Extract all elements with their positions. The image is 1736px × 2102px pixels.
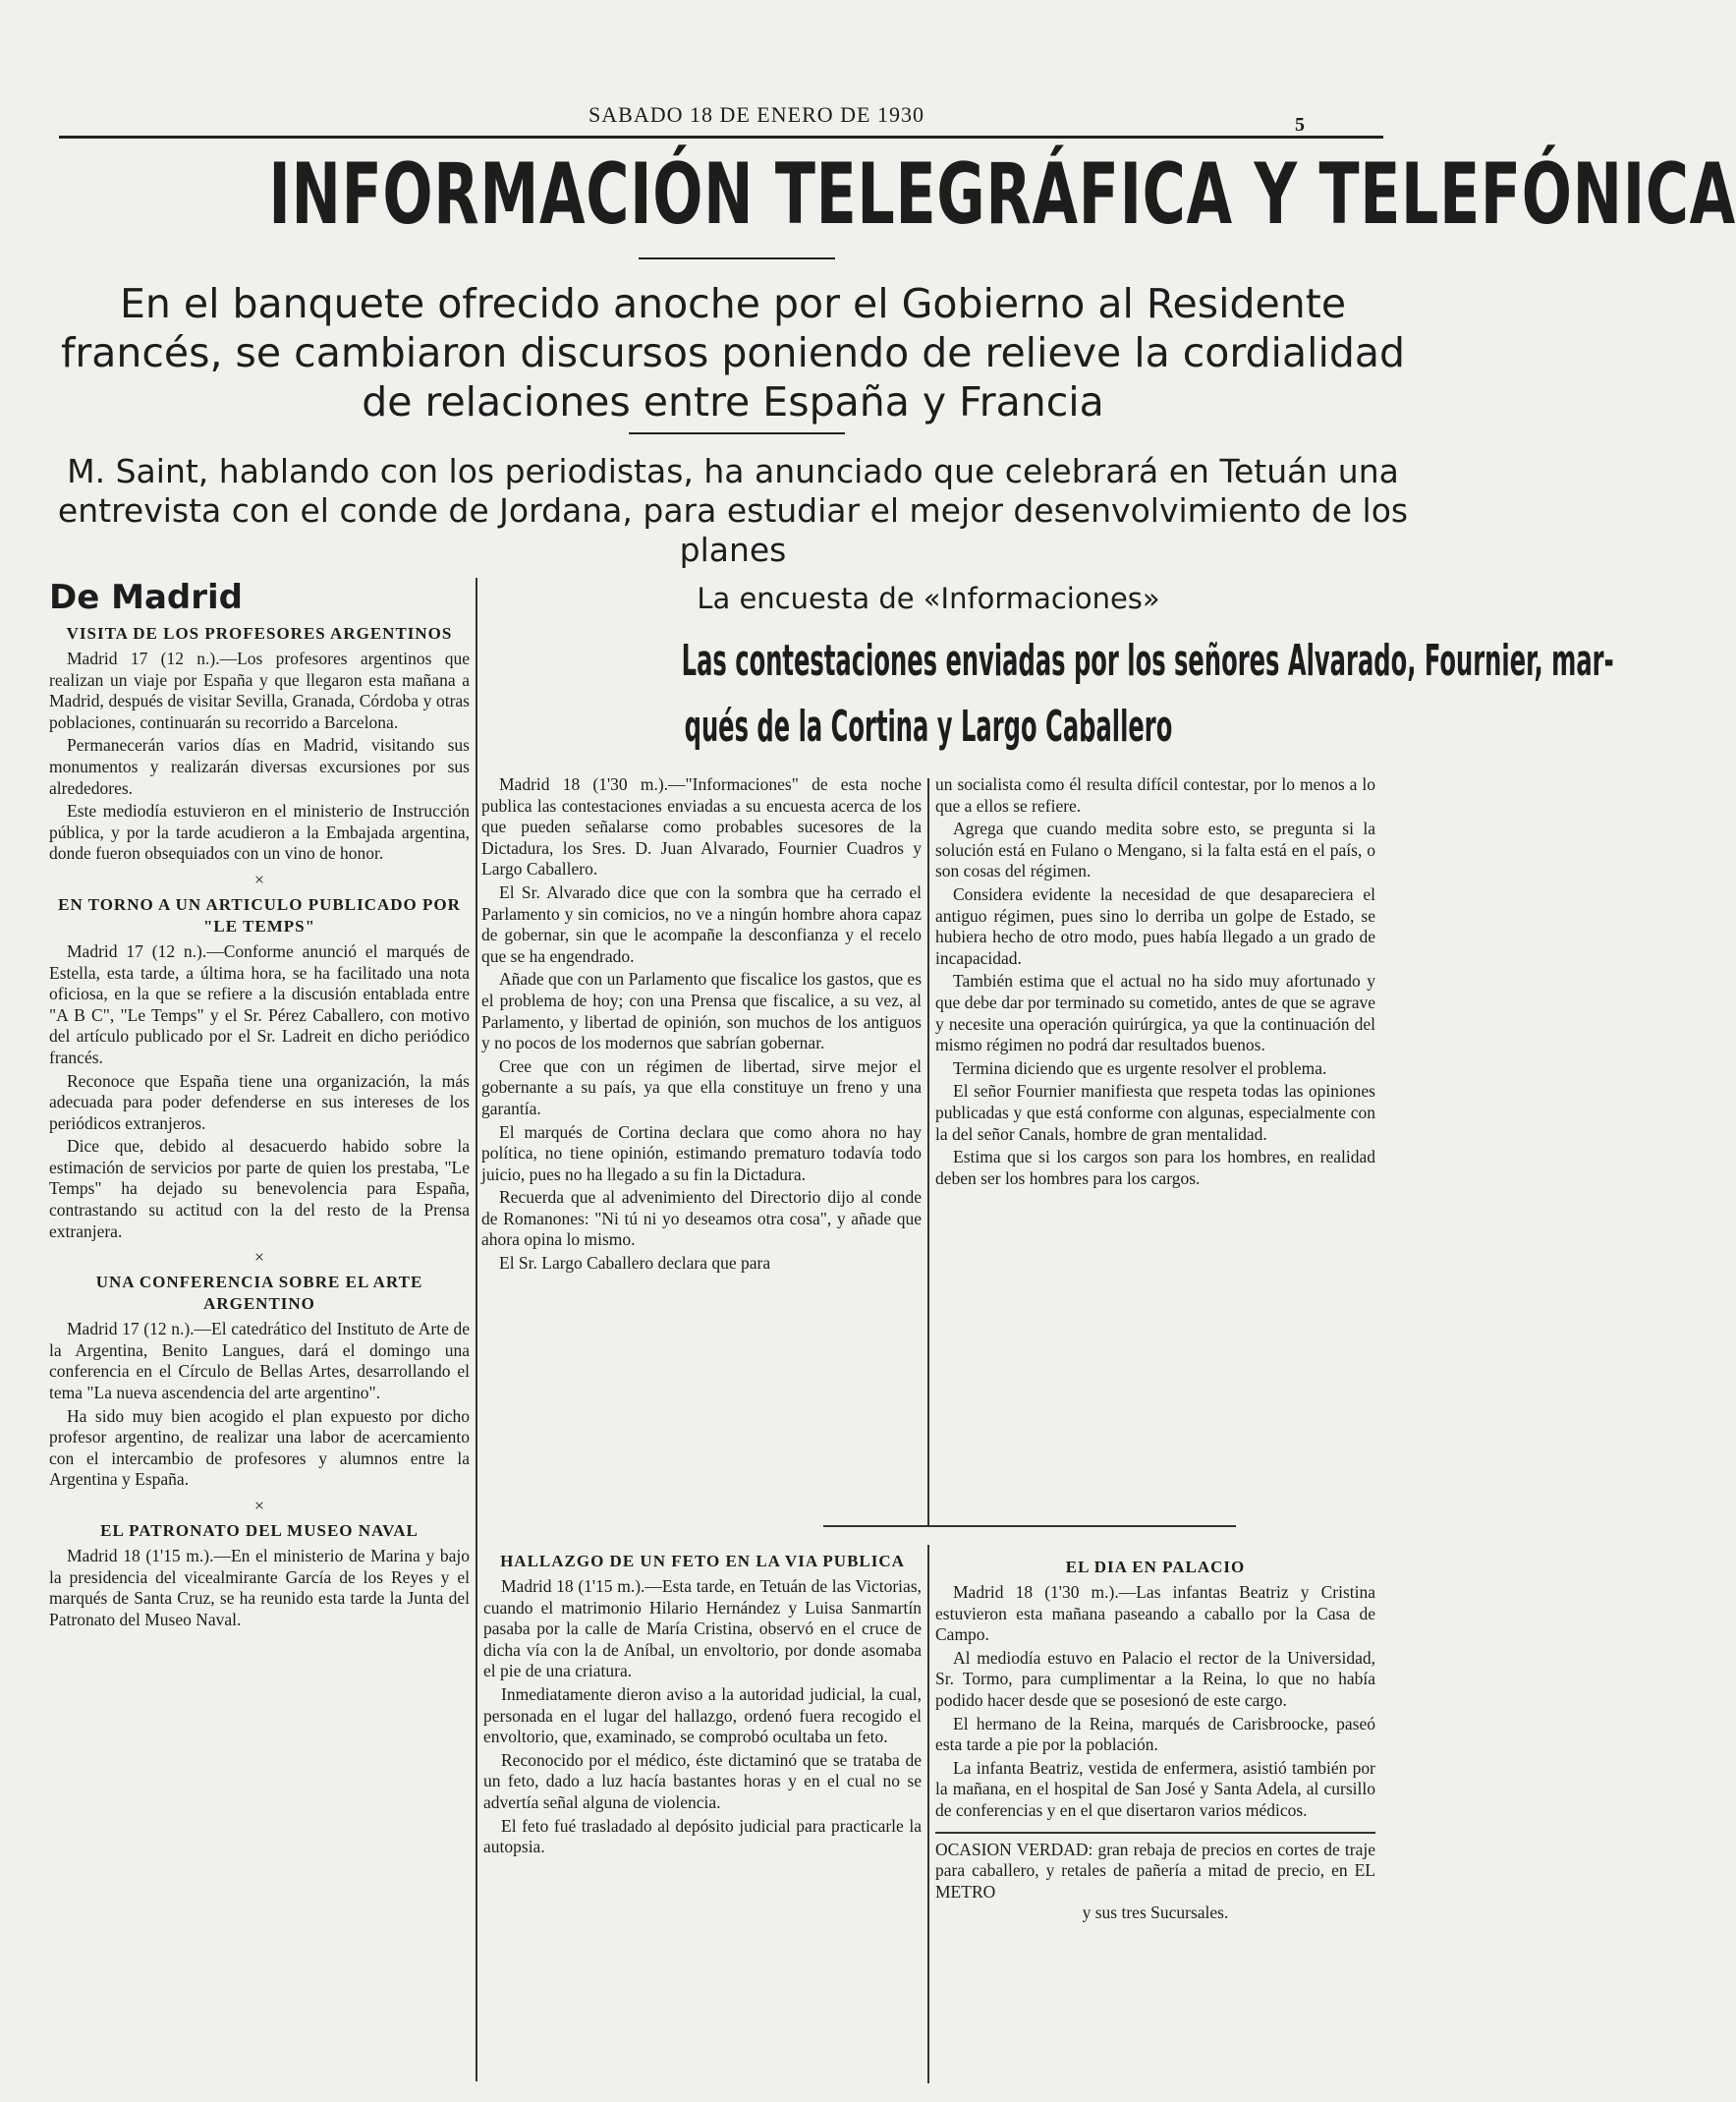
page-number: 5 <box>1295 114 1305 136</box>
paragraph: Permanecerán varios días en Madrid, visitando sus monumentos y realizarán diversas excursiones por sus alrededores. <box>49 735 470 798</box>
paragraph: Al mediodía estuvo en Palacio el rector de la Universidad, Sr. Tormo, para cumplimentar a la Reina, lo que no había podido hacer desde que se posesionó de este cargo. <box>935 1647 1375 1710</box>
paragraph: El Sr. Largo Caballero declara que para <box>499 1253 771 1274</box>
column-rule <box>927 1545 929 2083</box>
column-palacio <box>935 1551 1375 1924</box>
paragraph: El hermano de la Reina, marqués de Carisbroocke, paseó esta tarde a pie por la población. <box>935 1713 1375 1755</box>
masthead: INFORMACIÓN TELEGRÁFICA Y TELEFÓNICA <box>268 145 1736 244</box>
article-heading: UNA CONFERENCIA SOBRE EL ARTE ARGENTINO <box>95 1273 423 1314</box>
encuesta-title: qués de la Cortina y Largo Caballero <box>684 702 1173 752</box>
paragraph: Reconocido por el médico, éste dictaminó que se trataba de un feto, dado a luz hacía bastantes horas y en el cual no se advertía señal alguna de violencia. <box>483 1749 922 1812</box>
article-heading: EL PATRONATO DEL MUSEO NAVAL <box>100 1521 419 1540</box>
paragraph: Cree que con un régimen de libertad, sirve mejor el gobernante a su país, ya que ella constituye un freno y una garantía. <box>481 1055 922 1118</box>
advertisement <box>935 1832 1375 1924</box>
article-heading: HALLAZGO DE UN FETO EN LA VIA PUBLICA <box>500 1552 905 1570</box>
encuesta-kicker: La encuesta de «Informaciones» <box>697 582 1160 615</box>
paragraph: Recuerda que al advenimiento del Directorio dijo al conde de Romanones: "Ni tú ni yo deseamos otra cosa", y añade que ahora opina lo mismo. <box>481 1187 922 1250</box>
article-heading: VISITA DE LOS PROFESORES ARGENTINOS <box>66 624 453 643</box>
paragraph: La infanta Beatriz, vestida de enfermera, asistió también por la mañana, en el hospital de San José y Santa Adela, al cursillo de conferencias y en el que disertaron varios médicos. <box>935 1757 1375 1820</box>
paragraph: Madrid 17 (12 n.).—Conforme anunció el marqués de Estella, esta tarde, a última hora, se ha facilitado una nota oficiosa, en la que se refiere a la discusión entablada entre "A B C", "Le Temps" y el Sr. Pérez Caballero, con motivo del artículo publicado por el Sr. Ladreit en dicho periódico francés. <box>49 940 470 1067</box>
headline-saint: M. Saint, hablando con los periodistas, ha anunciado que celebrará en Tetuán una entrevista con el conde de Jordana, para estudiar el mejor desenvolvimiento de los planes <box>57 452 1409 569</box>
paragraph: También estima que el actual no ha sido muy afortunado y que debe dar por terminado su cometido, antes de que se agrave y necesite una operación quirúrgica, ya que la continuación del mismo régimen no podrá dar resultados buenos. <box>935 971 1375 1055</box>
column-rule <box>927 778 929 1525</box>
column-rule <box>476 578 477 2081</box>
paragraph: Estima que si los cargos son para los hombres, en realidad deben ser los hombres para los cargos. <box>935 1147 1375 1188</box>
paragraph: El marqués de Cortina declara que como ahora no hay política, no tiene opinión, estimando prematuro todavía todo juicio, pues no ha llegado a su fin la Dictadura. <box>481 1121 922 1184</box>
divider <box>629 432 845 434</box>
paragraph: El señor Fournier manifiesta que respeta todas las opiniones publicadas y que está conforme con algunas, especialmente con la del señor Canals, hombre de gran mentalidad. <box>935 1081 1375 1144</box>
column-encuesta-a <box>481 774 922 1277</box>
paragraph: Reconoce que España tiene una organización, la más adecuada para poder defenderse en sus intereses de los periódicos extranjeros. <box>49 1070 470 1133</box>
paragraph: Agrega que cuando medita sobre esto, se pregunta si la solución está en Fulano o Mengano, si la falta está en el país, o son cosas del régimen. <box>935 819 1375 881</box>
paragraph: El feto fué trasladado al depósito judicial para practicarle la autopsia. <box>483 1815 922 1857</box>
paragraph: Madrid 18 (1'30 m.).—Las infantas Beatriz y Cristina estuvieron esta mañana paseando a caballo por la Casa de Campo. <box>935 1582 1375 1645</box>
paragraph: Madrid 17 (12 n.).—Los profesores argentinos que realizan un viaje por España y que llegaron esta mañana a Madrid, después de visitar Sevilla, Granada, Córdoba y otras poblaciones, continuarán su recorrido a Barcelona. <box>49 649 470 732</box>
encuesta-title: Las contestaciones enviadas por los señores Alvarado, Fournier, mar- <box>681 636 1614 686</box>
paragraph: Inmediatamente dieron aviso a la autoridad judicial, la cual, personada en el lugar del hallazgo, ordenó fuera recogido el envoltorio, que, examinado, se comprobó ocultaba un feto. <box>483 1683 922 1747</box>
separator-mark: × <box>253 869 265 889</box>
paragraph: Añade que con un Parlamento que fiscalice los gastos, que es el problema de hoy; con una Prensa que fiscalice, a su vez, al Parlamento, y libertad de opinión, son muchos de los antiguos y no pocos de los modernos que sabrían gobernar. <box>481 969 922 1053</box>
paragraph: Ha sido muy bien acogido el plan expuesto por dicho profesor argentino, de realizar una labor de acercamiento con el intercambio de profesores y alumnos entre la Argentina y España. <box>49 1405 470 1490</box>
paragraph: Madrid 18 (1'15 m.).—En el ministerio de Marina y bajo la presidencia del vicealmirante García de los Reyes y el marqués de Santa Cruz, se ha reunido esta tarde la Junta del Patronato del Museo Naval. <box>49 1546 470 1629</box>
paragraph: Madrid 17 (12 n.).—El catedrático del Instituto de Arte de la Argentina, Benito Langues, dará el domingo una conferencia en el Círculo de Bellas Artes, desarrollando el tema "La nueva ascendencia del arte argentino". <box>49 1319 470 1403</box>
divider <box>823 1525 1236 1527</box>
separator-mark: × <box>253 1247 265 1268</box>
paragraph: Dice que, debido al desacuerdo habido sobre la estimación de servicios por parte de quien los prestaba, "Le Temps" ha dejado su benevolencia para España, contrastando su actitud con la del resto de la Prensa extranjera. <box>49 1136 470 1241</box>
paragraph: Madrid 18 (1'30 m.).—"Informaciones" de esta noche publica las contestaciones enviadas a su encuesta acerca de los que pueden señalarse como probables sucesores de la Dictadura, los Sres. D. Juan Alvarado, Fournier Cuadros y Largo Caballero. <box>481 774 922 880</box>
paragraph: Termina diciendo que es urgente resolver el problema. <box>953 1057 1327 1078</box>
headline-banquet: En el banquete ofrecido anoche por el Gobierno al Residente francés, se cambiaron discursos poniendo de relieve la cordialidad de relaciones entre España y Francia <box>60 280 1406 426</box>
article-heading: EL DIA EN PALACIO <box>1065 1558 1246 1576</box>
divider <box>639 257 835 259</box>
paragraph: un socialista como él resulta difícil contestar, por lo menos a lo que a ellos se refiere. <box>935 774 1375 816</box>
header-rule <box>59 136 1383 139</box>
article-heading: EN TORNO A UN ARTICULO PUBLICADO POR "LE TEMPS" <box>58 894 461 936</box>
separator-mark: × <box>253 1496 265 1515</box>
paragraph: Madrid 18 (1'15 m.).—Esta tarde, en Tetuán de las Victorias, cuando el matrimonio Hilario Hernández y Luisa Sanmartín pasaba por la calle de María Cristina, observó en el cruce de dicha vía con la de Aníbal, un envoltorio, por donde asomaba el pie de una criatura. <box>483 1576 922 1681</box>
column-hallazgo <box>483 1545 922 1860</box>
advert-text: y sus tres Sucursales. <box>1082 1903 1229 1923</box>
paragraph: Este mediodía estuvieron en el ministerio de Instrucción pública, y por la tarde acudieron a la Embajada argentina, donde fueron obsequiados con un vino de honor. <box>49 801 470 864</box>
paragraph: El Sr. Alvarado dice que con la sombra que ha cerrado el Parlamento y sin comicios, no ve a ningún hombre ahora capaz de gobernar, sin que le acompañe la desconfianza y el recelo que se ha engendrado. <box>481 881 922 966</box>
paragraph: Considera evidente la necesidad de que desapareciera el antiguo régimen, pues sino lo derriba un golpe de Estado, se hubiera hecho de otro modo, pues había llegado a un grado de incapacidad. <box>935 883 1375 968</box>
advert-text: OCASION VERDAD: gran rebaja de precios en cortes de traje para caballero, y retales de pañería a mitad de precio, en EL METRO <box>935 1839 1375 1902</box>
column-encuesta-b <box>935 774 1375 1191</box>
column-madrid <box>49 578 470 1632</box>
dateline: SABADO 18 DE ENERO DE 1930 <box>588 102 924 127</box>
section-title: De Madrid <box>49 578 243 617</box>
